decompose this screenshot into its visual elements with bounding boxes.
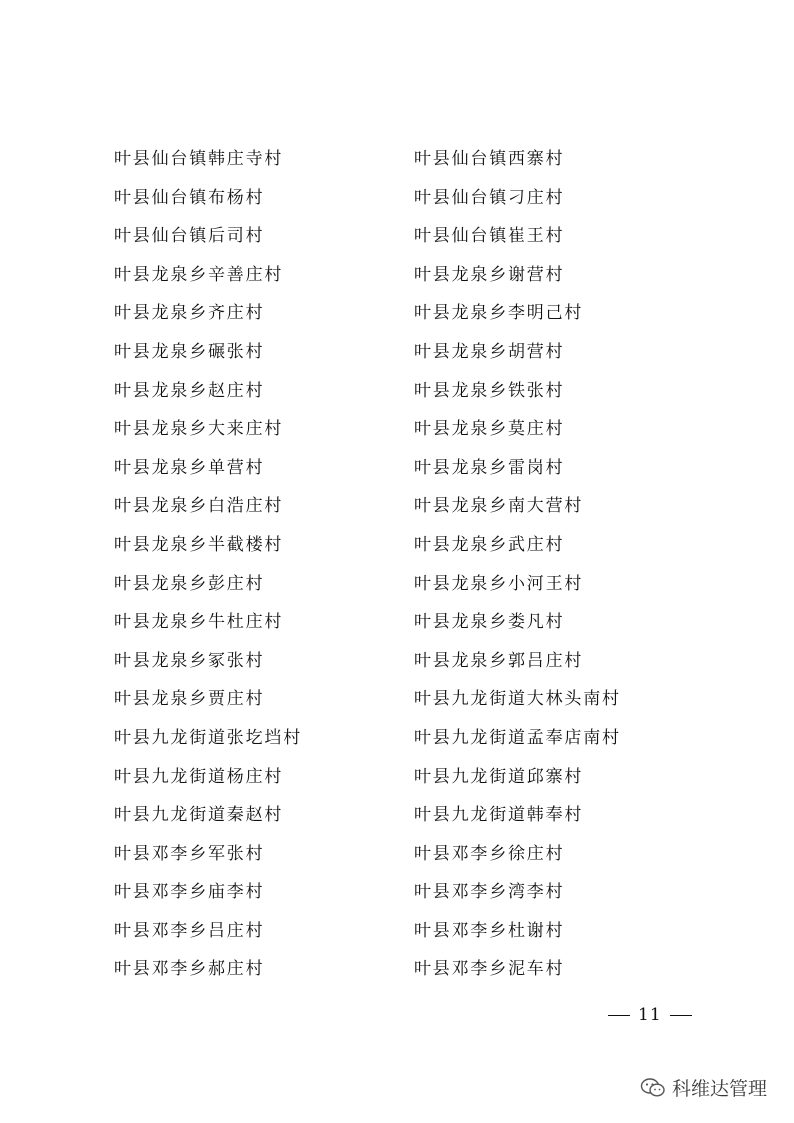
village-name: 叶县龙泉乡齐庄村 bbox=[114, 303, 265, 324]
village-name: 叶县龙泉乡单营村 bbox=[114, 457, 265, 478]
village-name: 叶县龙泉乡半截楼村 bbox=[114, 534, 284, 555]
village-name: 叶县九龙街道秦赵村 bbox=[114, 805, 284, 826]
village-name: 叶县仙台镇西寨村 bbox=[414, 149, 565, 169]
village-name: 叶县仙台镇布杨村 bbox=[114, 187, 265, 208]
village-name: 叶县龙泉乡胡营村 bbox=[414, 341, 565, 362]
village-name: 叶县九龙街道大林头南村 bbox=[414, 689, 621, 710]
village-name: 叶县九龙街道杨庄村 bbox=[114, 766, 284, 787]
wechat-watermark bbox=[640, 1074, 767, 1101]
watermark-text: 科维达管理 bbox=[672, 1078, 768, 1100]
village-name: 叶县龙泉乡铁张村 bbox=[414, 380, 565, 401]
village-name: 叶县邓李乡湾李村 bbox=[414, 882, 565, 903]
village-name: 叶县龙泉乡小河王村 bbox=[414, 573, 584, 594]
village-name: 叶县邓李乡泥车村 bbox=[414, 959, 565, 980]
village-name: 叶县龙泉乡贾庄村 bbox=[114, 689, 265, 710]
village-name: 叶县邓李乡徐庄村 bbox=[414, 843, 565, 864]
village-name: 叶县龙泉乡白浩庄村 bbox=[114, 496, 284, 517]
village-name: 叶县邓李乡军张村 bbox=[114, 843, 265, 864]
village-name: 叶县龙泉乡碾张村 bbox=[114, 341, 265, 362]
village-name: 叶县仙台镇崔王村 bbox=[414, 226, 565, 247]
page-number-value: 11 bbox=[638, 1005, 662, 1025]
page-number-dash-left bbox=[608, 1015, 630, 1016]
village-name: 叶县邓李乡杜谢村 bbox=[414, 920, 565, 941]
village-name: 叶县龙泉乡武庄村 bbox=[414, 534, 565, 555]
village-name: 叶县龙泉乡南大营村 bbox=[414, 496, 584, 517]
village-name: 叶县仙台镇刁庄村 bbox=[414, 187, 565, 208]
village-name: 叶县龙泉乡谢营村 bbox=[414, 264, 565, 285]
page-number bbox=[600, 1005, 700, 1025]
village-name: 叶县九龙街道韩奉村 bbox=[414, 805, 584, 826]
village-list-left bbox=[114, 140, 302, 989]
village-name: 叶县九龙街道张圪垱村 bbox=[114, 727, 302, 748]
village-name: 叶县龙泉乡莫庄村 bbox=[414, 419, 565, 440]
village-name: 叶县龙泉乡冢张村 bbox=[114, 650, 265, 671]
village-name: 叶县龙泉乡辛善庄村 bbox=[114, 264, 284, 285]
village-name: 叶县龙泉乡雷岗村 bbox=[414, 457, 565, 478]
village-name: 叶县邓李乡庙李村 bbox=[114, 882, 265, 903]
village-name: 叶县九龙街道邱寨村 bbox=[414, 766, 584, 787]
village-name: 叶县龙泉乡彭庄村 bbox=[114, 573, 265, 594]
wechat-icon bbox=[640, 1077, 666, 1099]
village-name: 叶县龙泉乡大来庄村 bbox=[114, 419, 284, 440]
village-name: 叶县仙台镇韩庄寺村 bbox=[114, 149, 284, 169]
village-name: 叶县仙台镇后司村 bbox=[114, 226, 265, 247]
page-number-dash-right bbox=[670, 1015, 692, 1016]
village-name: 叶县九龙街道孟奉店南村 bbox=[414, 727, 621, 748]
village-name: 叶县邓李乡郝庄村 bbox=[114, 959, 265, 980]
village-name: 叶县龙泉乡郭吕庄村 bbox=[414, 650, 584, 671]
village-name: 叶县龙泉乡李明己村 bbox=[414, 303, 584, 324]
village-name: 叶县邓李乡吕庄村 bbox=[114, 920, 265, 941]
village-list-right bbox=[414, 140, 621, 989]
village-name: 叶县龙泉乡娄凡村 bbox=[414, 612, 565, 633]
village-name: 叶县龙泉乡牛杜庄村 bbox=[114, 612, 284, 633]
village-name: 叶县龙泉乡赵庄村 bbox=[114, 380, 265, 401]
